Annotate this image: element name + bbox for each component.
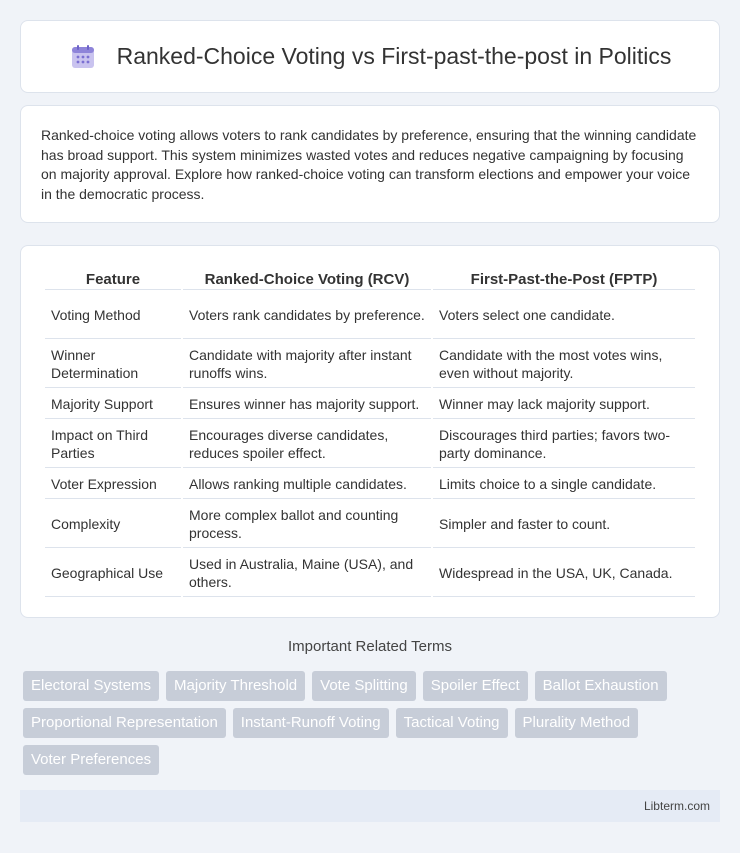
related-terms-list [23,671,723,775]
fptp-cell: Simpler and faster to count. [433,501,695,548]
comparison-card [20,245,720,618]
table-row [45,470,695,499]
related-term-tag[interactable]: Electoral Systems [23,671,159,701]
header-fptp: First-Past-the-Post (FPTP) [433,268,695,290]
feature-cell: Voter Expression [45,470,181,499]
related-term-tag[interactable]: Spoiler Effect [423,671,528,701]
table-row [45,341,695,388]
fptp-cell: Candidate with the most votes wins, even without majority. [433,341,695,388]
footer [20,790,720,822]
title-card [20,20,720,93]
related-term-tag[interactable]: Ballot Exhaustion [535,671,667,701]
header-feature: Feature [45,268,181,290]
feature-cell: Majority Support [45,390,181,419]
related-term-tag[interactable]: Voter Preferences [23,745,159,775]
intro-text: Ranked-choice voting allows voters to rank candidates by preference, ensuring that the winning candidate has broad support. This system minimizes wasted votes and reduces negative campaigning by focusing on majority approval. Explore how ranked-choice voting can transform elections and empower your voice in the democratic process. [41,127,697,202]
related-term-tag[interactable]: Plurality Method [515,708,639,738]
fptp-cell: Voters select one candidate. [433,292,695,339]
table-header-row [45,268,695,290]
header-rcv: Ranked-Choice Voting (RCV) [183,268,431,290]
table-row [45,501,695,548]
feature-cell: Winner Determination [45,341,181,388]
feature-cell: Impact on Third Parties [45,421,181,468]
related-term-tag[interactable]: Proportional Representation [23,708,226,738]
rcv-cell: Ensures winner has majority support. [183,390,431,419]
intro-card [20,105,720,223]
rcv-cell: More complex ballot and counting process. [183,501,431,548]
related-term-tag[interactable]: Majority Threshold [166,671,305,701]
fptp-cell: Discourages third parties; favors two-party dominance. [433,421,695,468]
table-row [45,550,695,597]
feature-cell: Voting Method [45,292,181,339]
fptp-cell: Limits choice to a single candidate. [433,470,695,499]
rcv-cell: Used in Australia, Maine (USA), and others. [183,550,431,597]
rcv-cell: Voters rank candidates by preference. [183,292,431,339]
rcv-cell: Allows ranking multiple candidates. [183,470,431,499]
page-title: Ranked-Choice Voting vs First-past-the-post in Politics [116,43,672,69]
comparison-table [43,266,697,599]
footer-site-link[interactable]: Libterm.com [643,799,710,813]
table-row [45,292,695,339]
table-row [45,390,695,419]
feature-cell: Complexity [45,501,181,548]
related-terms-title: Important Related Terms [288,638,452,655]
rcv-cell: Candidate with majority after instant runoffs wins. [183,341,431,388]
table-row [45,421,695,468]
feature-cell: Geographical Use [45,550,181,597]
related-term-tag[interactable]: Vote Splitting [312,671,416,701]
related-term-tag[interactable]: Tactical Voting [396,708,508,738]
rcv-cell: Encourages diverse candidates, reduces spoiler effect. [183,421,431,468]
fptp-cell: Winner may lack majority support. [433,390,695,419]
calendar-grid-icon [69,43,97,71]
related-term-tag[interactable]: Instant-Runoff Voting [233,708,389,738]
fptp-cell: Widespread in the USA, UK, Canada. [433,550,695,597]
